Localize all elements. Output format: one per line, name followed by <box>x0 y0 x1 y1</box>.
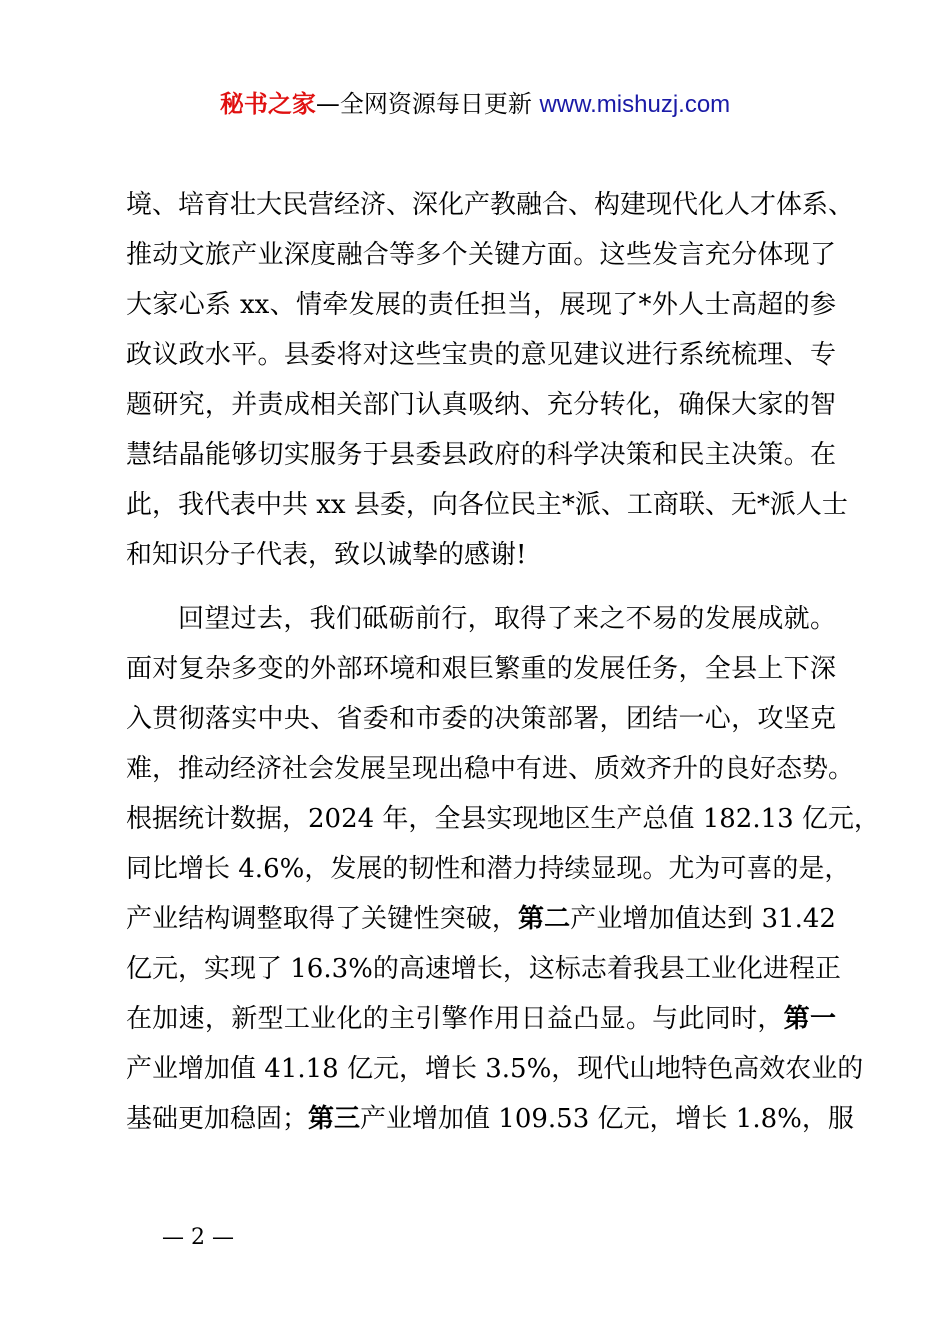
text-line: 政议政水平。县委将对这些宝贵的意见建议进行系统梳理、专 <box>126 340 836 370</box>
text-line: 大家心系 xx、情牵发展的责任担当，展现了*外人士高超的参 <box>126 290 836 320</box>
text-line <box>126 1094 854 1144</box>
text-segment: 产业增加值 109.53 亿元，增长 1.8%，服 <box>360 1104 854 1134</box>
text-line: 慧结晶能够切实服务于县委县政府的科学决策和民主决策。在 <box>126 440 836 470</box>
text-line: 同比增长 4.6%，发展的韧性和潜力持续显现。尤为可喜的是， <box>126 854 851 884</box>
text-line: 产业增加值 41.18 亿元，增长 3.5%，现代山地特色高效农业的 <box>126 1054 864 1084</box>
text-line: 和知识分子代表，致以诚挚的感谢! <box>126 540 527 570</box>
site-banner <box>0 86 950 123</box>
text-line: 推动文旅产业深度融合等多个关键方面。这些发言充分体现了 <box>126 240 836 270</box>
text-line <box>126 994 836 1044</box>
emphasis-text: 第一 <box>783 1004 836 1034</box>
emphasis-text: 第三 <box>308 1104 361 1134</box>
paragraph-1 <box>126 180 855 580</box>
text-line: 面对复杂多变的外部环境和艰巨繁重的发展任务，全县上下深 <box>126 654 836 684</box>
page-number: — 2 — <box>162 1225 234 1250</box>
text-segment: 在加速，新型工业化的主引擎作用日益凸显。与此同时， <box>126 1004 784 1034</box>
site-url[interactable]: www.mishuzj.com <box>539 91 731 118</box>
text-segment: 基础更加稳固； <box>126 1104 309 1134</box>
text-line: 根据统计数据，2024 年，全县实现地区生产总值 182.13 亿元， <box>126 804 880 834</box>
document-body <box>126 180 880 1144</box>
text-line: 境、培育壮大民营经济、深化产教融合、构建现代化人才体系、 <box>126 190 855 220</box>
text-line: 题研究，并责成相关部门认真吸纳、充分转化，确保大家的智 <box>126 390 836 420</box>
text-line: 回望过去，我们砥砺前行，取得了来之不易的发展成就。 <box>178 604 836 634</box>
paragraph-2 <box>126 594 880 1144</box>
text-line: 亿元，实现了 16.3%的高速增长，这标志着我县工业化进程正 <box>126 954 841 984</box>
brand-name: 秘书之家 <box>219 90 316 118</box>
text-line <box>126 894 836 944</box>
text-line: 此，我代表中共 xx 县委，向各位民主*派、工商联、无*派人士 <box>126 490 848 520</box>
text-line: 难，推动经济社会发展呈现出稳中有进、质效齐升的良好态势。 <box>126 754 855 784</box>
emphasis-text: 第二 <box>517 904 571 934</box>
text-segment: 产业结构调整取得了关键性突破， <box>126 904 518 934</box>
text-line: 入贯彻落实中央、省委和市委的决策部署，团结一心，攻坚克 <box>126 704 836 734</box>
text-segment: 产业增加值达到 31.42 <box>570 904 836 934</box>
banner-slogan: —全网资源每日更新 <box>315 90 540 118</box>
